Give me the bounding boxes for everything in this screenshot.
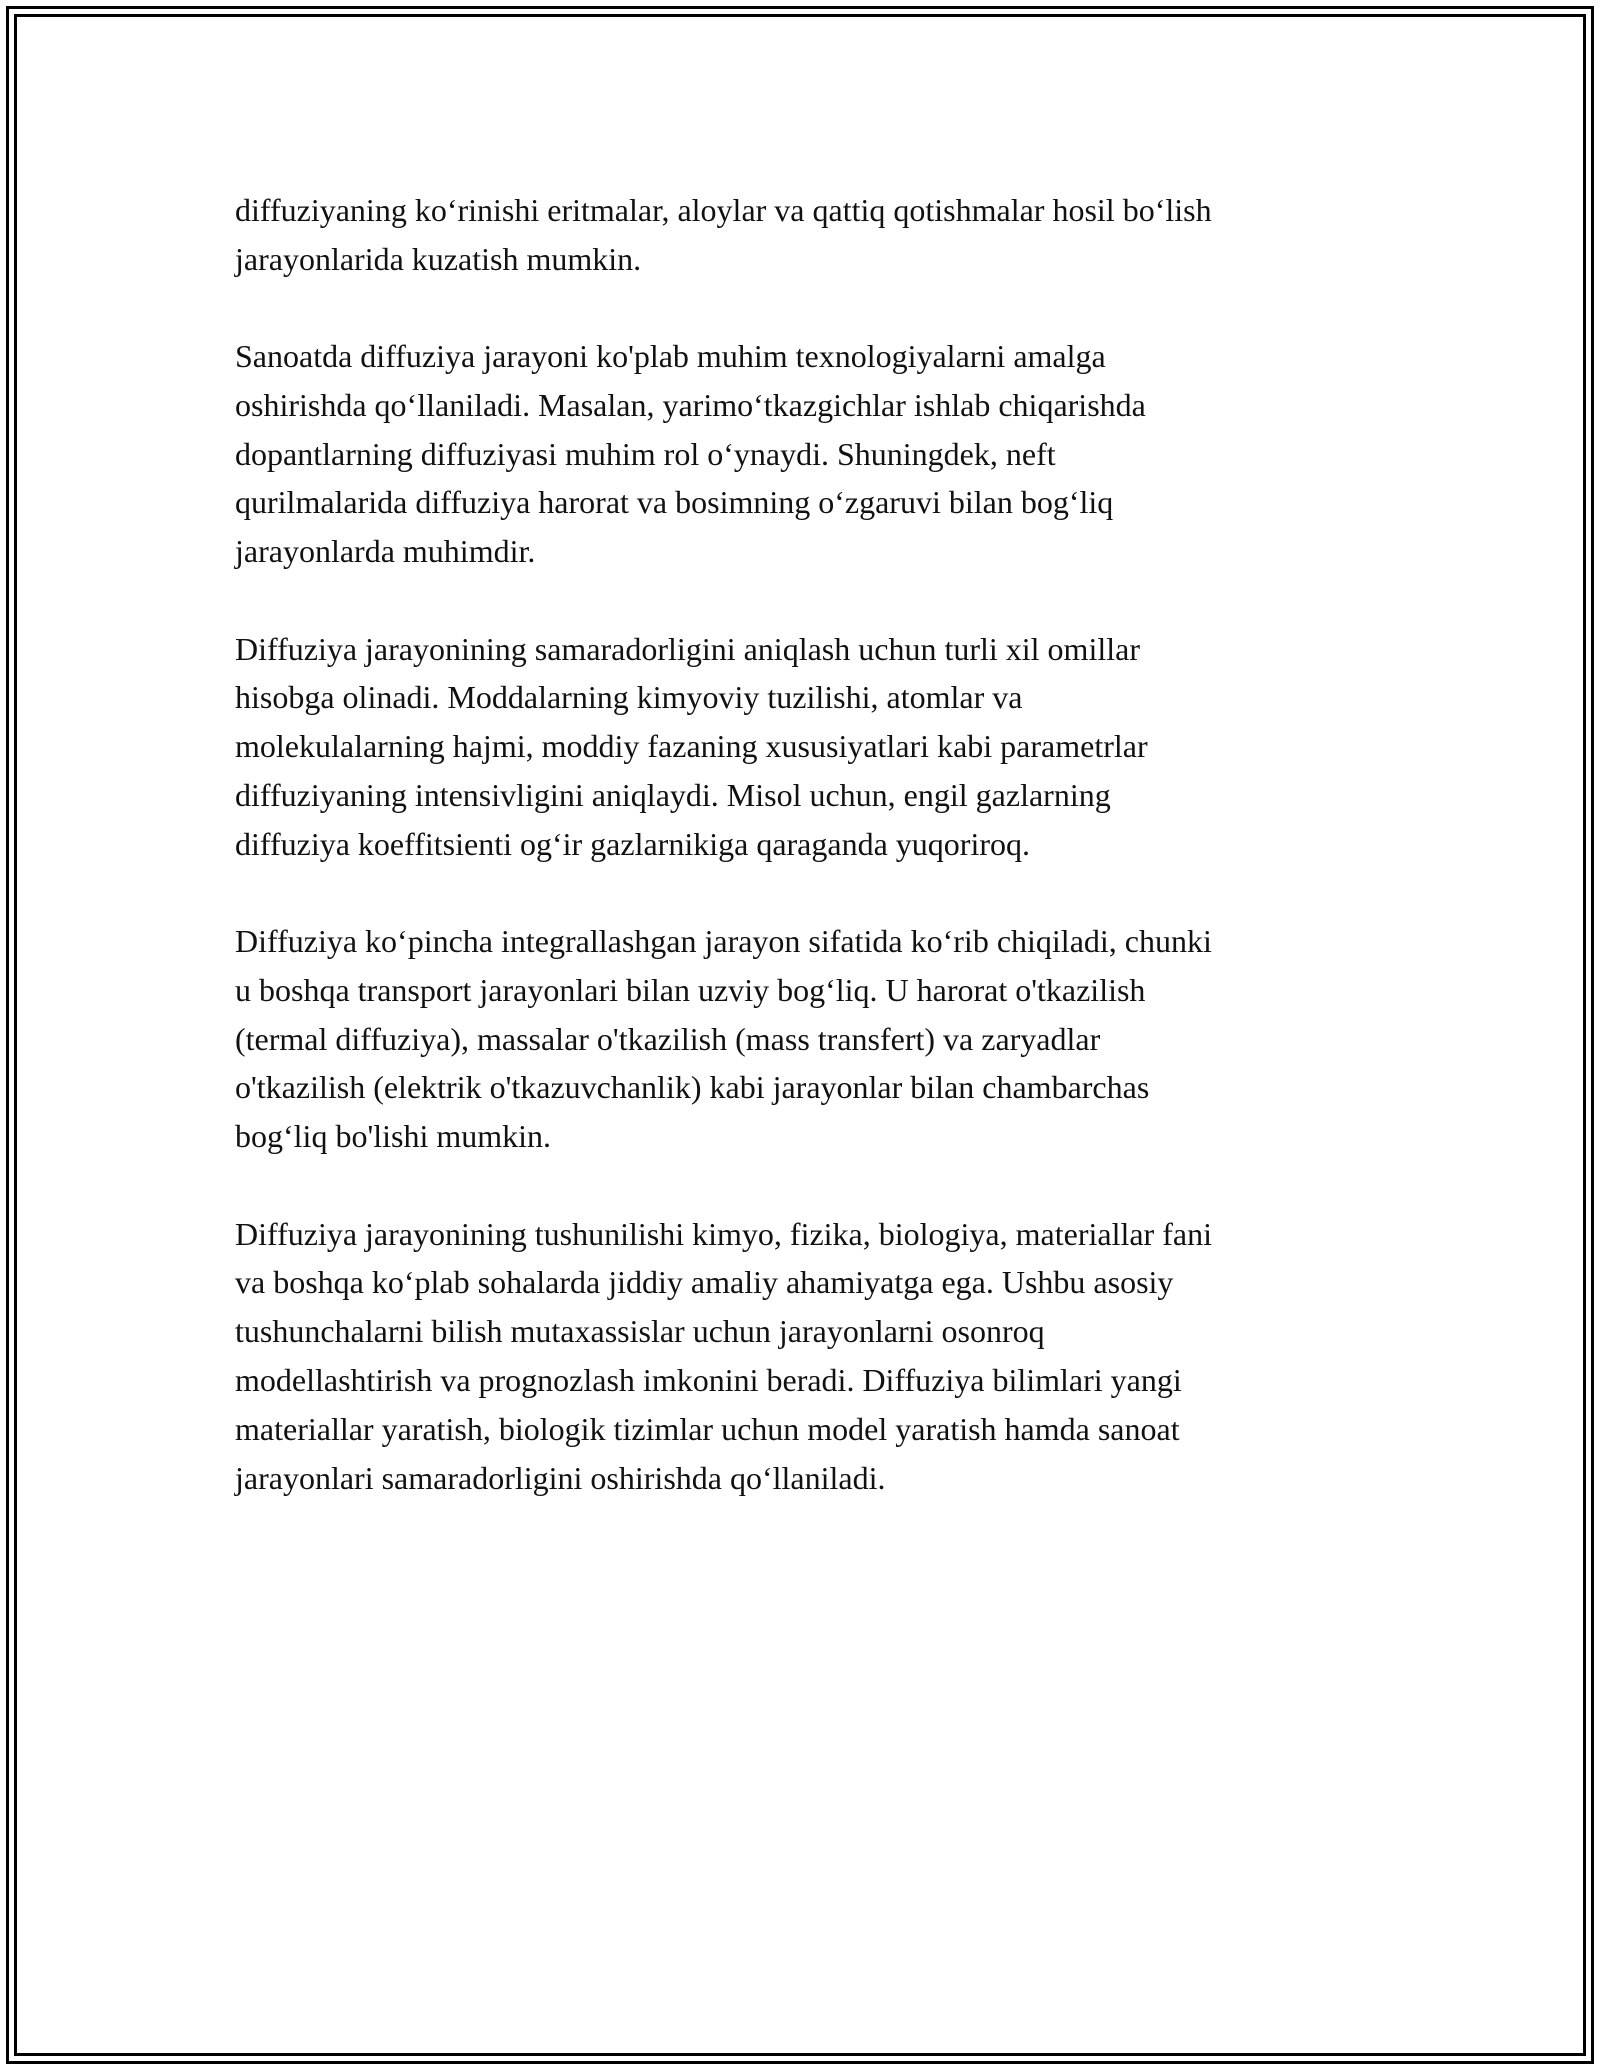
paragraph: Diffuziya jarayonining samaradorligini aniqlash uchun turli xil omillar hisobga olinadi. Moddalarning kimyoviy tuzilishi, atomlar va molekulalarning hajmi, moddiy fazaning xususiyatlari kabi parametrlar diffuziyaning intensivligini aniqlaydi. Misol uchun, engil gazlarning diffuziya koeffitsienti og‘ir gazlarnikiga qaraganda yuqoriroq. (235, 630, 1148, 862)
paragraph: diffuziyaning ko‘rinishi eritmalar, aloylar va qattiq qotishmalar hosil bo‘lish jarayonlarida kuzatish mumkin. (235, 192, 1212, 277)
document-body (235, 186, 1375, 1551)
paragraph: Sanoatda diffuziya jarayoni ko'plab muhim texnologiyalarni amalga oshirishda qo‘llaniladi. Masalan, yarimo‘tkazgichlar ishlab chiqarishda dopantlarning diffuziyasi muhim rol o‘ynaydi. Shuningdek, neft qurilmalarida diffuziya harorat va bosimning o‘zgaruvi bilan bog‘liq jarayonlarda muhimdir. (235, 338, 1146, 570)
paragraph: Diffuziya jarayonining tushunilishi kimyo, fizika, biologiya, materiallar fani va boshqa ko‘plab sohalarda jiddiy amaliy ahamiyatga ega. Ushbu asosiy tushunchalarni bilish mutaxassislar uchun jarayonlarni osonroq modellashtirish va prognozlash imkonini beradi. Diffuziya bilimlari yangi materiallar yaratish, biologik tizimlar uchun model yaratish hamda sanoat jarayonlari samaradorligini oshirishda qo‘llaniladi. (235, 1215, 1212, 1496)
paragraph: Diffuziya ko‘pincha integrallashgan jarayon sifatida ko‘rib chiqiladi, chunki u boshqa transport jarayonlari bilan uzviy bog‘liq. U harorat o'tkazilish (termal diffuziya), massalar o'tkazilish (mass transfert) va zaryadlar o'tkazilish (elektrik o'tkazuvchanlik) kabi jarayonlar bilan chambarchas bog‘liq bo'lishi mumkin. (235, 923, 1212, 1155)
